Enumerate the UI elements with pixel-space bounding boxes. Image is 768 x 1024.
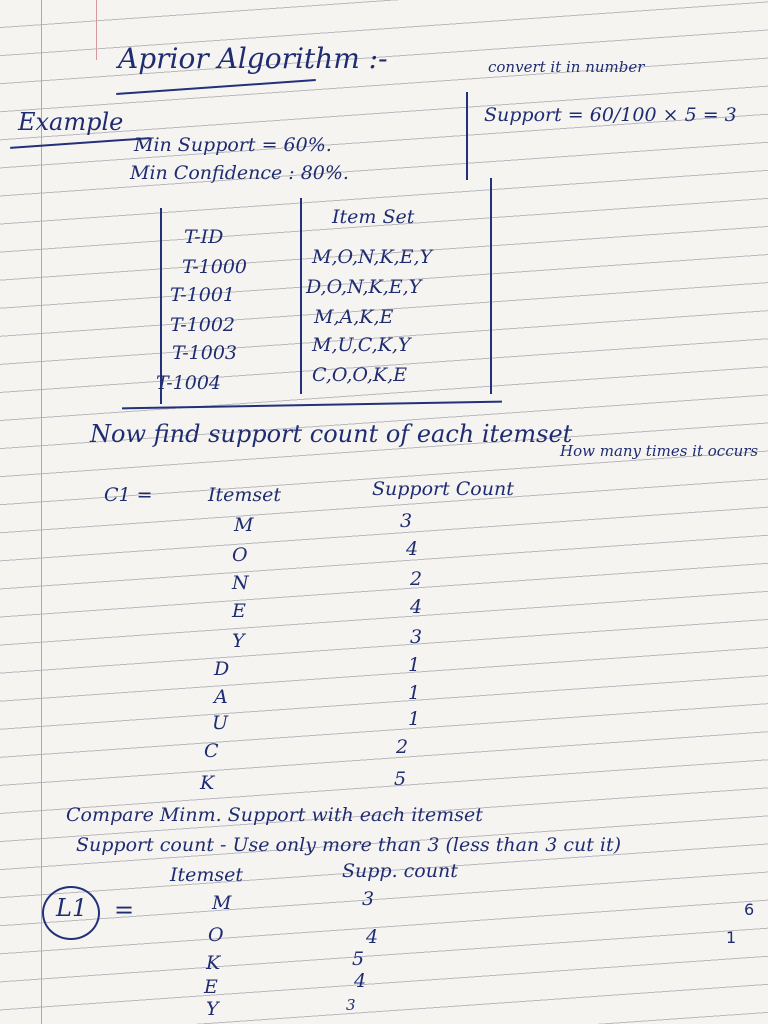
table-row: M,O,N,K,E,Y — [312, 246, 433, 268]
c1-row-item: C — [204, 740, 219, 762]
table-right-border — [490, 178, 492, 394]
c1-row-count: 1 — [408, 654, 421, 676]
l1-label: L1 — [56, 894, 88, 922]
page-mark: 6 — [744, 900, 755, 919]
c1-col-itemset: Itemset — [208, 484, 282, 506]
l1-row-item: M — [212, 892, 232, 914]
c1-row-item: U — [212, 712, 229, 734]
table-row: T-1004 — [156, 372, 221, 394]
table-header-tid: T-ID — [184, 226, 224, 248]
c1-row-count: 3 — [410, 626, 423, 648]
c1-row-item: D — [214, 658, 230, 680]
l1-row-item: K — [206, 952, 221, 974]
c1-row-item: A — [214, 686, 228, 708]
c1-row-count: 4 — [410, 596, 423, 618]
table-row: D,O,N,K,E,Y — [306, 276, 422, 298]
c1-row-count: 4 — [406, 538, 419, 560]
example-underline — [10, 137, 150, 149]
l1-row-count: 3 — [362, 888, 375, 910]
margin-line — [41, 0, 42, 1024]
page-mark: 1 — [726, 928, 737, 947]
c1-row-count: 1 — [408, 682, 421, 704]
compare-line-1: Compare Minm. Support with each itemset — [66, 804, 483, 826]
c1-row-item: E — [232, 600, 246, 622]
c1-col-count: Support Count — [372, 478, 514, 500]
c1-row-item: O — [232, 544, 248, 566]
c1-row-count: 5 — [394, 768, 407, 790]
table-bottom-border — [122, 401, 502, 410]
l1-row-item: E — [204, 976, 218, 998]
find-support-heading: Now find support count of each itemset — [90, 420, 573, 448]
c1-row-count: 3 — [400, 510, 413, 532]
table-row: M,A,K,E — [314, 306, 394, 328]
table-row: M,U,C,K,Y — [312, 334, 411, 356]
l1-row-count: 4 — [366, 926, 379, 948]
c1-row-item: N — [232, 572, 249, 594]
table-row: T-1000 — [182, 256, 247, 278]
min-support: Min Support = 60%. — [134, 134, 332, 156]
table-row: T-1002 — [170, 314, 235, 336]
table-row: T-1001 — [170, 284, 235, 306]
compare-line-2: Support count - Use only more than 3 (less than 3 cut it) — [76, 834, 622, 856]
l1-col-count: Supp. count — [342, 860, 458, 882]
c1-row-count: 2 — [396, 736, 409, 758]
c1-row-item: M — [234, 514, 254, 536]
support-formula: Support = 60/100 × 5 = 3 — [484, 104, 737, 126]
margin-line-top — [96, 0, 97, 60]
l1-col-itemset: Itemset — [170, 864, 244, 886]
l1-row-item: O — [208, 924, 224, 946]
table-row: T-1003 — [172, 342, 237, 364]
example-label: Example — [18, 108, 124, 136]
l1-row-item: Y — [206, 998, 219, 1020]
c1-row-item: Y — [232, 630, 245, 652]
table-row: C,O,O,K,E — [312, 364, 408, 386]
how-many-times-note: How many times it occurs — [560, 442, 759, 460]
l1-row-count: 4 — [354, 970, 367, 992]
table-header-itemset: Item Set — [332, 206, 415, 228]
convert-note: convert it in number — [488, 58, 645, 76]
title-underline — [116, 79, 316, 95]
min-confidence: Min Confidence : 80%. — [130, 162, 349, 184]
l1-row-count: 5 — [352, 948, 365, 970]
divider-line — [466, 92, 468, 180]
table-mid-border — [300, 198, 302, 394]
l1-equals: = — [114, 896, 135, 924]
c1-row-item: K — [200, 772, 215, 794]
page-title: Aprior Algorithm :- — [118, 42, 388, 75]
c1-label: C1 = — [104, 484, 153, 506]
c1-row-count: 1 — [408, 708, 421, 730]
c1-row-count: 2 — [410, 568, 423, 590]
l1-row-count: 3 — [346, 996, 356, 1014]
